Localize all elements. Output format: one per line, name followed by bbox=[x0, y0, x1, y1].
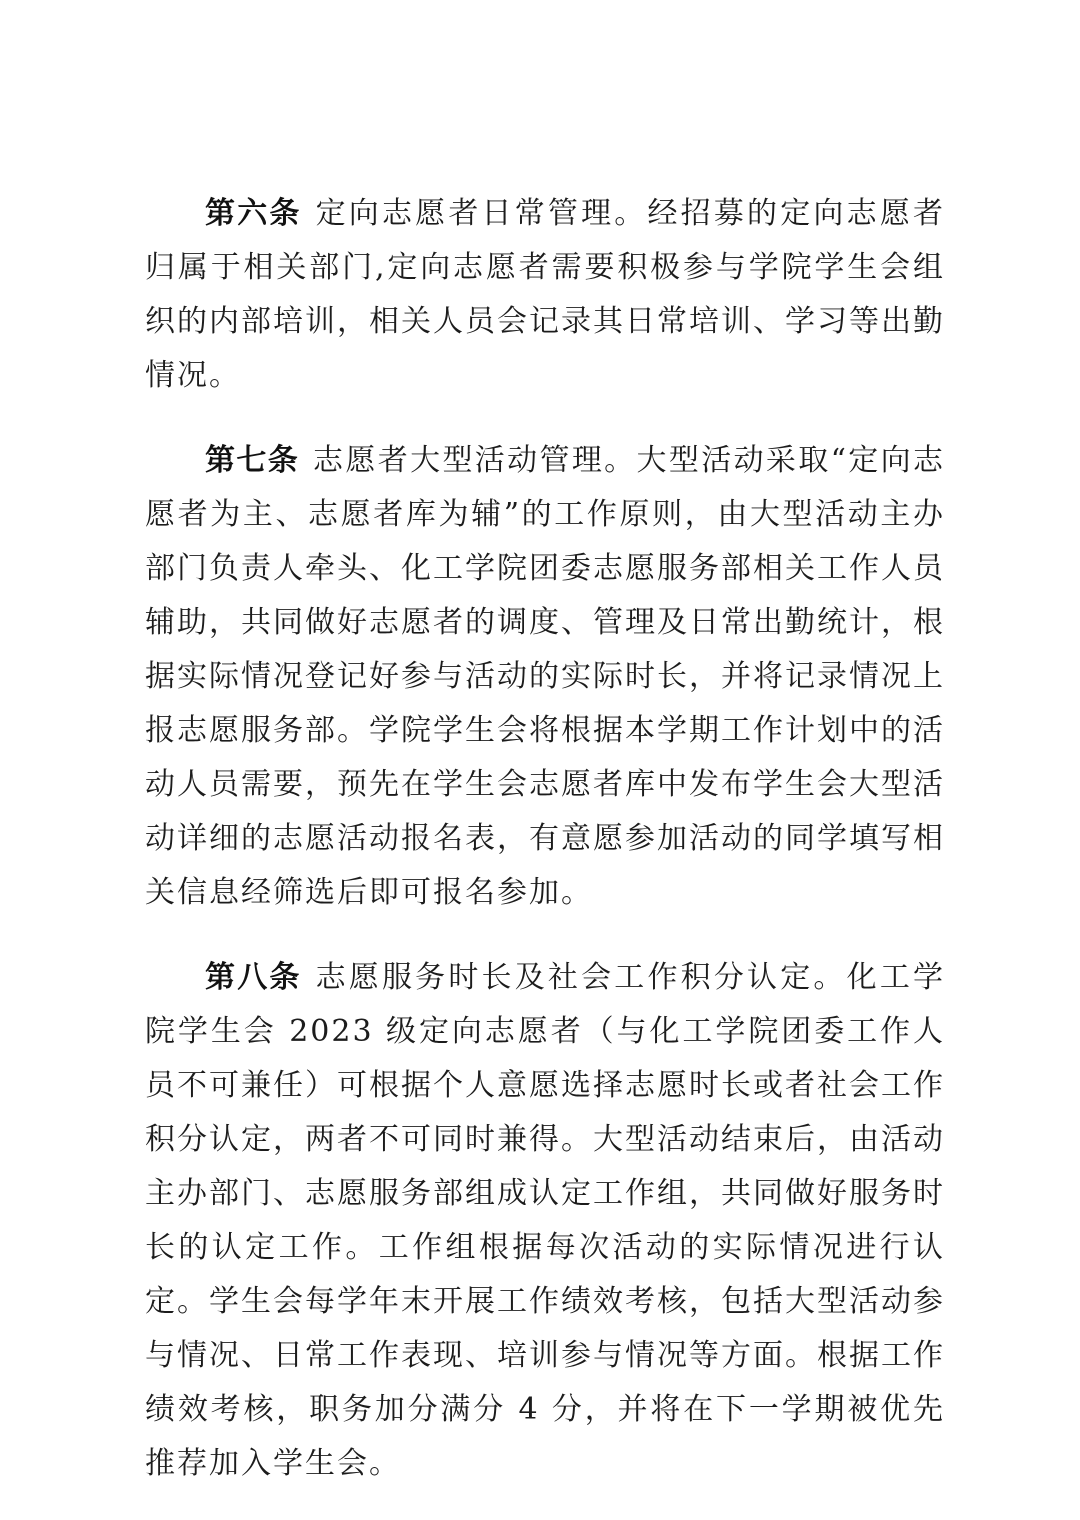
article-text: 定向志愿者日常管理。经招募的定向志愿者归属于相关部门,定向志愿者需要积极参与学院学生会组织的内部培训，相关人员会记录其日常培训、学习等出勤情况。 bbox=[145, 196, 946, 393]
article-heading: 第六条 bbox=[205, 196, 302, 231]
article-6 bbox=[145, 187, 945, 403]
document-body bbox=[145, 187, 945, 1520]
article-heading: 第七条 bbox=[205, 443, 300, 478]
article-7 bbox=[145, 434, 945, 920]
article-text: 志愿服务时长及社会工作积分认定。化工学院学生会 2023 级定向志愿者（与化工学院团委工作人员不可兼任）可根据个人意愿选择志愿时长或者社会工作积分认定，两者不可同时兼得。大型活动结束后，由活动主办部门、志愿服务部组成认定工作组，共同做好服务时长的认定工作。工作组根据每次活动的实际情况进行认定。学生会每学年末开展工作绩效考核，包括大型活动参与情况、日常工作表现、培训参与情况等方面。根据工作绩效考核，职务加分满分 4 分，并将在下一学期被优先推荐加入学生会。 bbox=[145, 960, 946, 1481]
article-8 bbox=[145, 951, 945, 1491]
article-heading: 第八条 bbox=[205, 960, 302, 995]
article-text: 志愿者大型活动管理。大型活动采取“定向志愿者为主、志愿者库为辅”的工作原则，由大型活动主办部门负责人牵头、化工学院团委志愿服务部相关工作人员辅助，共同做好志愿者的调度、管理及日常出勤统计，根据实际情况登记好参与活动的实际时长，并将记录情况上报志愿服务部。学院学生会将根据本学期工作计划中的活动人员需要，预先在学生会志愿者库中发布学生会大型活动详细的志愿活动报名表，有意愿参加活动的同学填写相关信息经筛选后即可报名参加。 bbox=[145, 443, 945, 910]
